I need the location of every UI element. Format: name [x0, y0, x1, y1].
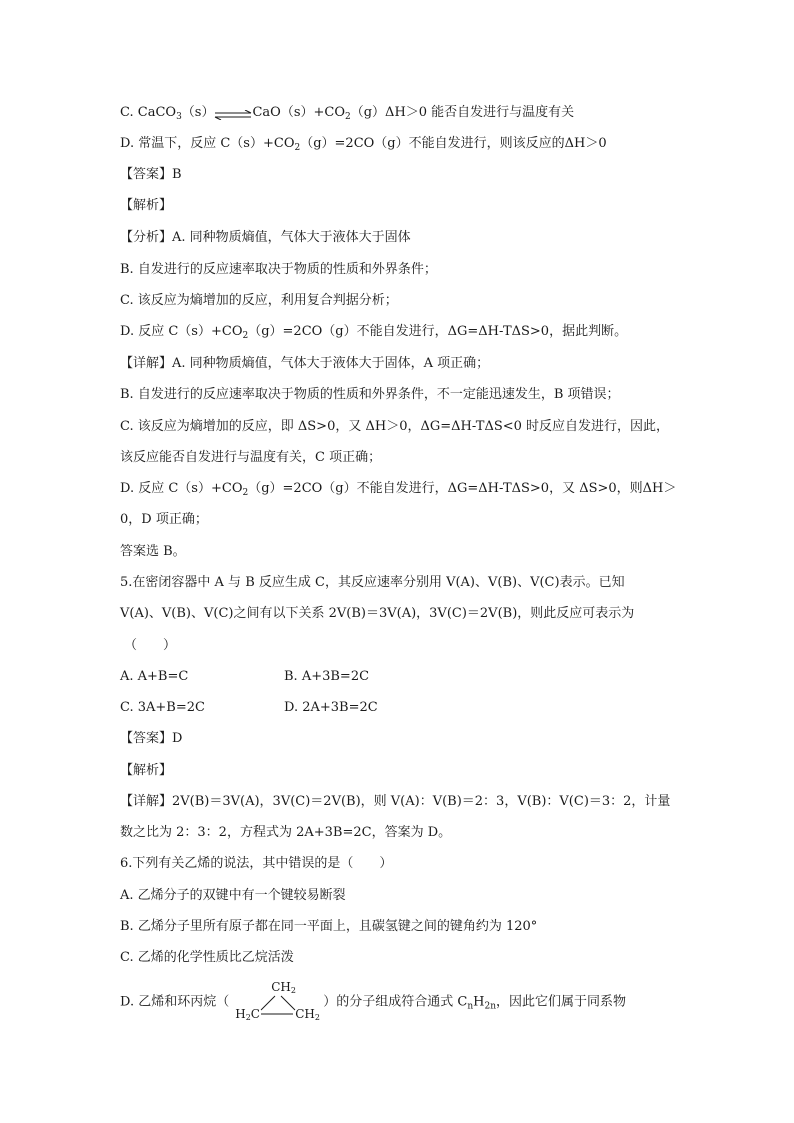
equilibrium-arrow [214, 108, 252, 118]
q4-fenxi-a: 【分析】A. 同种物质熵值，气体大于液体大于固体 [120, 230, 411, 245]
q4-fenxi-b: B. 自发进行的反应速率取决于物质的性质和外界条件； [120, 262, 437, 277]
q6-stem: 6.下列有关乙烯的说法，其中错误的是（ ） [120, 856, 393, 871]
struct-left-h2c: $H_2C$ [235, 1007, 260, 1022]
cyclopropane-structure [231, 980, 321, 1024]
q4-fenxi-d: D. 反应 $C(s)+CO_2(g)=2CO(g)$不能自发进行，ΔG=ΔH-TΔS>0，据此判断。 [120, 324, 628, 341]
q4-xiangjie-a: 【详解】A. 同种物质熵值，气体大于液体大于固体，A 项正确； [120, 356, 490, 371]
q5-analysis-title: 【解析】 [120, 763, 173, 778]
q4-xiangjie-d1: D. 反应 $C(s)+CO_2(g)=2CO(g)$不能自发进行，ΔG=ΔH-TΔS>0，又 ΔS>0，则ΔH＞ [120, 481, 677, 498]
q6-option-c: C. 乙烯的化学性质比乙烷活泼 [120, 950, 294, 965]
q6-option-b: B. 乙烯分子里所有原子都在同一平面上，且碳氢键之间的键角约为 120° [120, 919, 538, 934]
q5-xiangjie-1: 【详解】2V(B)＝3V(A)，3V(C)＝2V(B)，则 V(A)：V(B)＝2：3，V(B)：V(C)＝3：2，计量 [120, 794, 671, 809]
q4-option-d: D. 常温下，反应 $C(s)+CO_2(g)=2CO(g)$不能自发进行，则该反应的ΔH＞0 [120, 136, 607, 153]
q4-xiangjie-d2: 0，D 项正确； [120, 512, 208, 527]
q4-fenxi-c: C. 该反应为熵增加的反应，利用复合判据分析； [120, 293, 398, 308]
q5-option-b: B. A+3B=2C [284, 669, 370, 684]
q4-xiangjie-b: B. 自发进行的反应速率取决于物质的性质和外界条件，不一定能迅速发生，B 项错误； [120, 387, 620, 402]
q5-stem-3: （ ） [124, 638, 177, 653]
q6-option-d: D. 乙烯和环丙烷（ $CH_2$ $H_2C$ $CH_2$ ）的分子组成符合通式 $C_nH_{2n}$，因此它们属于同系物 [120, 980, 627, 1022]
q5-option-d: D. 2A+3B=2C [284, 700, 378, 715]
q5-option-c: C. 3A+B=2C [120, 700, 205, 715]
q5-stem-1: 5.在密闭容器中 A 与 B 反应生成 C，其反应速率分别用 V(A)、V(B)、V(C)表示。已知 [120, 575, 625, 590]
q5-option-a: A. A+B=C [120, 669, 189, 684]
q4-xiangjie-c1: C. 该反应为熵增加的反应，即 ΔS>0，又 ΔH＞0，ΔG=ΔH-TΔS<0 时反应自发进行，因此， [120, 419, 670, 434]
q4-final: 答案选 B。 [120, 544, 186, 559]
struct-top-ch2: $CH_2$ [271, 980, 296, 995]
q5-stem-2: V(A)、V(B)、V(C)之间有以下关系 2V(B)＝3V(A)，3V(C)＝2V(B)，则此反应可表示为 [120, 606, 635, 621]
q4-option-c: C. CaCO$_3$（s） $CaO(s)+CO_2(g)\Delta H>0$ 能否自发进行与温度有关 [120, 105, 575, 122]
q4-xiangjie-c2: 该反应能否自发进行与温度有关，C 项正确； [120, 450, 382, 465]
q4-analysis-title: 【解析】 [120, 198, 173, 213]
q4-answer: 【答案】B [120, 167, 182, 182]
q5-xiangjie-2: 数之比为 2：3：2，方程式为 2A+3B=2C，答案为 D。 [120, 825, 452, 840]
q5-answer: 【答案】D [120, 731, 183, 746]
struct-right-ch2: $CH_2$ [295, 1007, 320, 1022]
q6-option-a: A. 乙烯分子的双键中有一个键较易断裂 [120, 888, 346, 903]
